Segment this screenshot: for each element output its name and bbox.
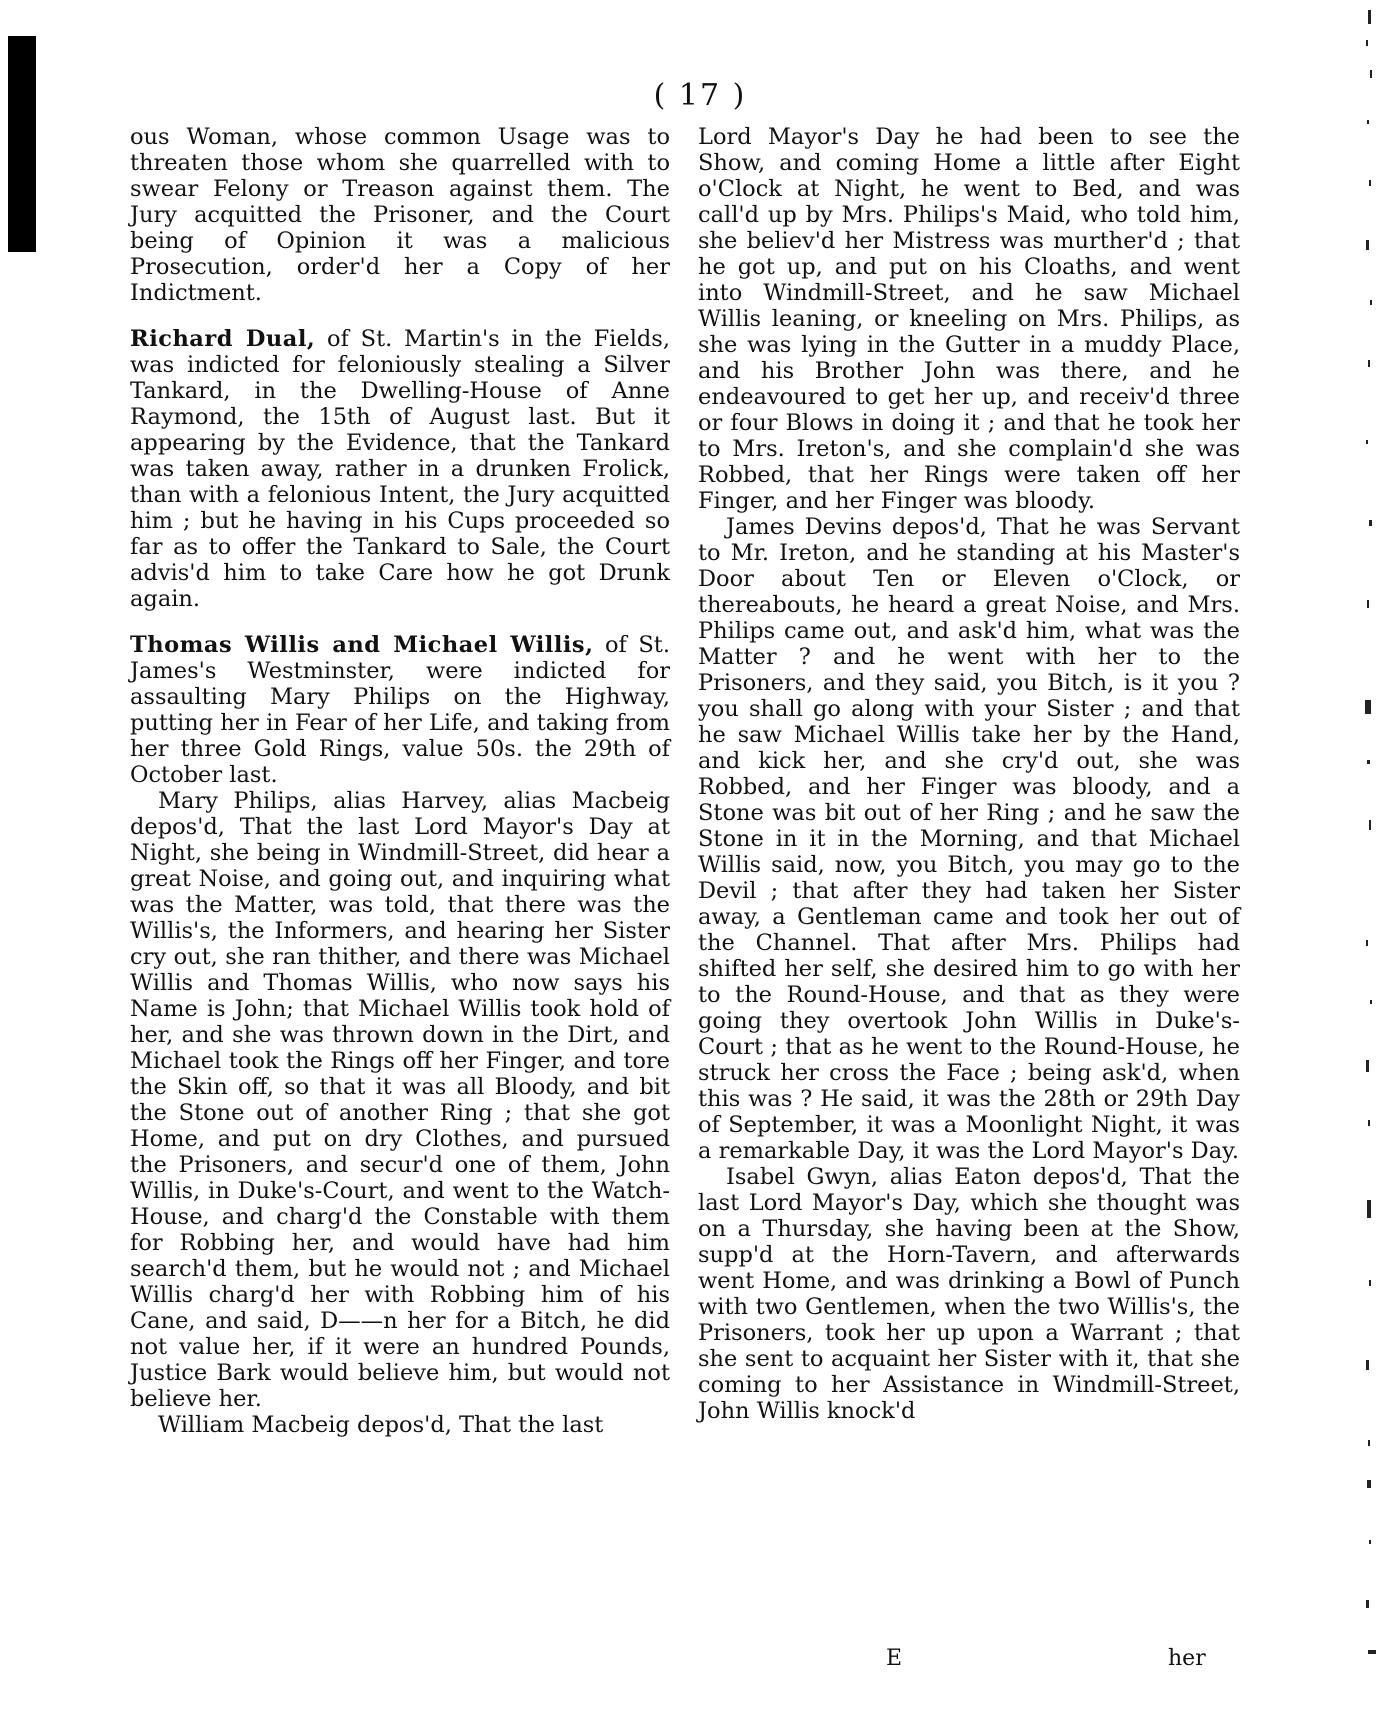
case-paragraph bbox=[130, 632, 670, 788]
paragraph bbox=[130, 124, 670, 306]
paragraph-text: William Macbeig depos'd, That the last bbox=[158, 1412, 604, 1438]
signature-mark: E bbox=[886, 1646, 903, 1671]
paragraph-gap bbox=[130, 306, 670, 326]
paragraph-text: of St. Martin's in the Fields, was indicted for feloniously stealing a Silver Tankard, in the Dwelling-House of Anne Raymond, the 15th of August last. But it appearing by the Evidence, that the Tankard was taken away, rather in a drunken Frolick, than with a felonious Intent, the Jury acquitted him ; but he having in his Cups proceeded so far as to offer the Tankard to Sale, the Court advis'd him to take Care how he got Drunk again. bbox=[130, 326, 670, 612]
paragraph bbox=[698, 1164, 1240, 1424]
paragraph-gap bbox=[130, 612, 670, 632]
scan-edge-noise bbox=[1336, 0, 1396, 1717]
paragraph-text: of St. James's Westminster, were indicted for assaulting Mary Philips on the Highway, putting her in Fear of her Life, and taking from her three Gold Rings, value 50s. the 29th of October last. bbox=[130, 632, 670, 788]
paragraph bbox=[698, 124, 1240, 514]
paragraph bbox=[130, 1412, 670, 1438]
right-column bbox=[698, 124, 1240, 1424]
paragraph-text: Isabel Gwyn, alias Eaton depos'd, That the last Lord Mayor's Day, which she thought was on a Thursday, she having been at the Show, supp'd at the Horn-Tavern, and afterwards went Home, and was drinking a Bowl of Punch with two Gentlemen, when the two Willis's, the Prisoners, took her up upon a Warrant ; that she sent to acquaint her Sister with it, that she coming to her Assistance in Windmill-Street, John Willis knock'd bbox=[698, 1164, 1240, 1424]
page-number: ( 17 ) bbox=[653, 78, 747, 113]
paragraph bbox=[698, 514, 1240, 1164]
paragraph-text: ous Woman, whose common Usage was to threaten those whom she quarrelled with to swear Felony or Treason against them. The Jury acquitted the Prisoner, and the Court being of Opinion it was a malicious Prosecution, order'd her a Copy of her Indictment. bbox=[130, 124, 670, 306]
paragraph-text: James Devins depos'd, That he was Servant to Mr. Ireton, and he standing at his Master's Door about Ten or Eleven o'Clock, or thereabouts, he heard a great Noise, and Mrs. Philips came out, and ask'd him, what was the Matter ? and he went with her to the Prisoners, and they said, you Bitch, is it you ? you shall go along with your Sister ; and that he saw Michael Willis take her by the Hand, and kick her, and she cry'd out, she was Robbed, and her Finger was bloody, and a Stone was bit out of her Ring ; and he saw the Stone in it in the Morning, and that Michael Willis said, now, you Bitch, you may go to the Devil ; that after they had taken her Sister away, a Gentleman came and took her out of the Channel. That after Mrs. Philips had shifted her self, she desired him to go with her to the Round-House, and that as they were going they overtook John Willis in Duke's-Court ; that as he went to the Round-House, he struck her cross the Face ; being ask'd, when this was ? He said, it was the 28th or 29th Day of September, it was a Moonlight Night, it was a remarkable Day, it was the Lord Mayor's Day. bbox=[698, 514, 1240, 1164]
scan-margin-bar bbox=[8, 36, 36, 252]
case-paragraph bbox=[130, 326, 670, 612]
paragraph-text: Mary Philips, alias Harvey, alias Macbeig depos'd, That the last Lord Mayor's Day at Night, she being in Windmill-Street, did hear a great Noise, and going out, and inquiring what was the Matter, was told, that there was the Willis's, the Informers, and hearing her Sister cry out, she ran thither, and there was Michael Willis and Thomas Willis, who now says his Name is John; that Michael Willis took hold of her, and she was thrown down in the Dirt, and Michael took the Rings off her Finger, and tore the Skin off, so that it was all Bloody, and bit the Stone out of another Ring ; that she got Home, and put on dry Clothes, and pursued the Prisoners, and secur'd one of them, John Willis, in Duke's-Court, and went to the Watch-House, and charg'd the Constable with them for Robbing her, and would have had him search'd them, but he would not ; and Michael Willis charg'd her with Robbing him of his Cane, and said, D——n her for a Bitch, he did not value her, if it were an hundred Pounds, Justice Bark would believe him, but would not believe her. bbox=[130, 788, 670, 1412]
defendant-name: Thomas Willis and Michael Willis, bbox=[130, 632, 594, 658]
left-column bbox=[130, 124, 670, 1438]
paragraph bbox=[130, 788, 670, 1412]
catchword: her bbox=[1168, 1646, 1206, 1671]
defendant-name: Richard Dual, bbox=[130, 326, 316, 352]
paragraph-text: Lord Mayor's Day he had been to see the Show, and coming Home a little after Eight o'Clock at Night, he went to Bed, and was call'd up by Mrs. Philips's Maid, who told him, she believ'd her Mistress was murther'd ; that he got up, and put on his Cloaths, and went into Windmill-Street, and he saw Michael Willis leaning, or kneeling on Mrs. Philips, as she was lying in the Gutter in a muddy Place, and his Brother John was there, and he endeavoured to get her up, and receiv'd three or four Blows in doing it ; and that he took her to Mrs. Ireton's, and she complain'd she was Robbed, that her Rings were taken off her Finger, and her Finger was bloody. bbox=[698, 124, 1240, 514]
